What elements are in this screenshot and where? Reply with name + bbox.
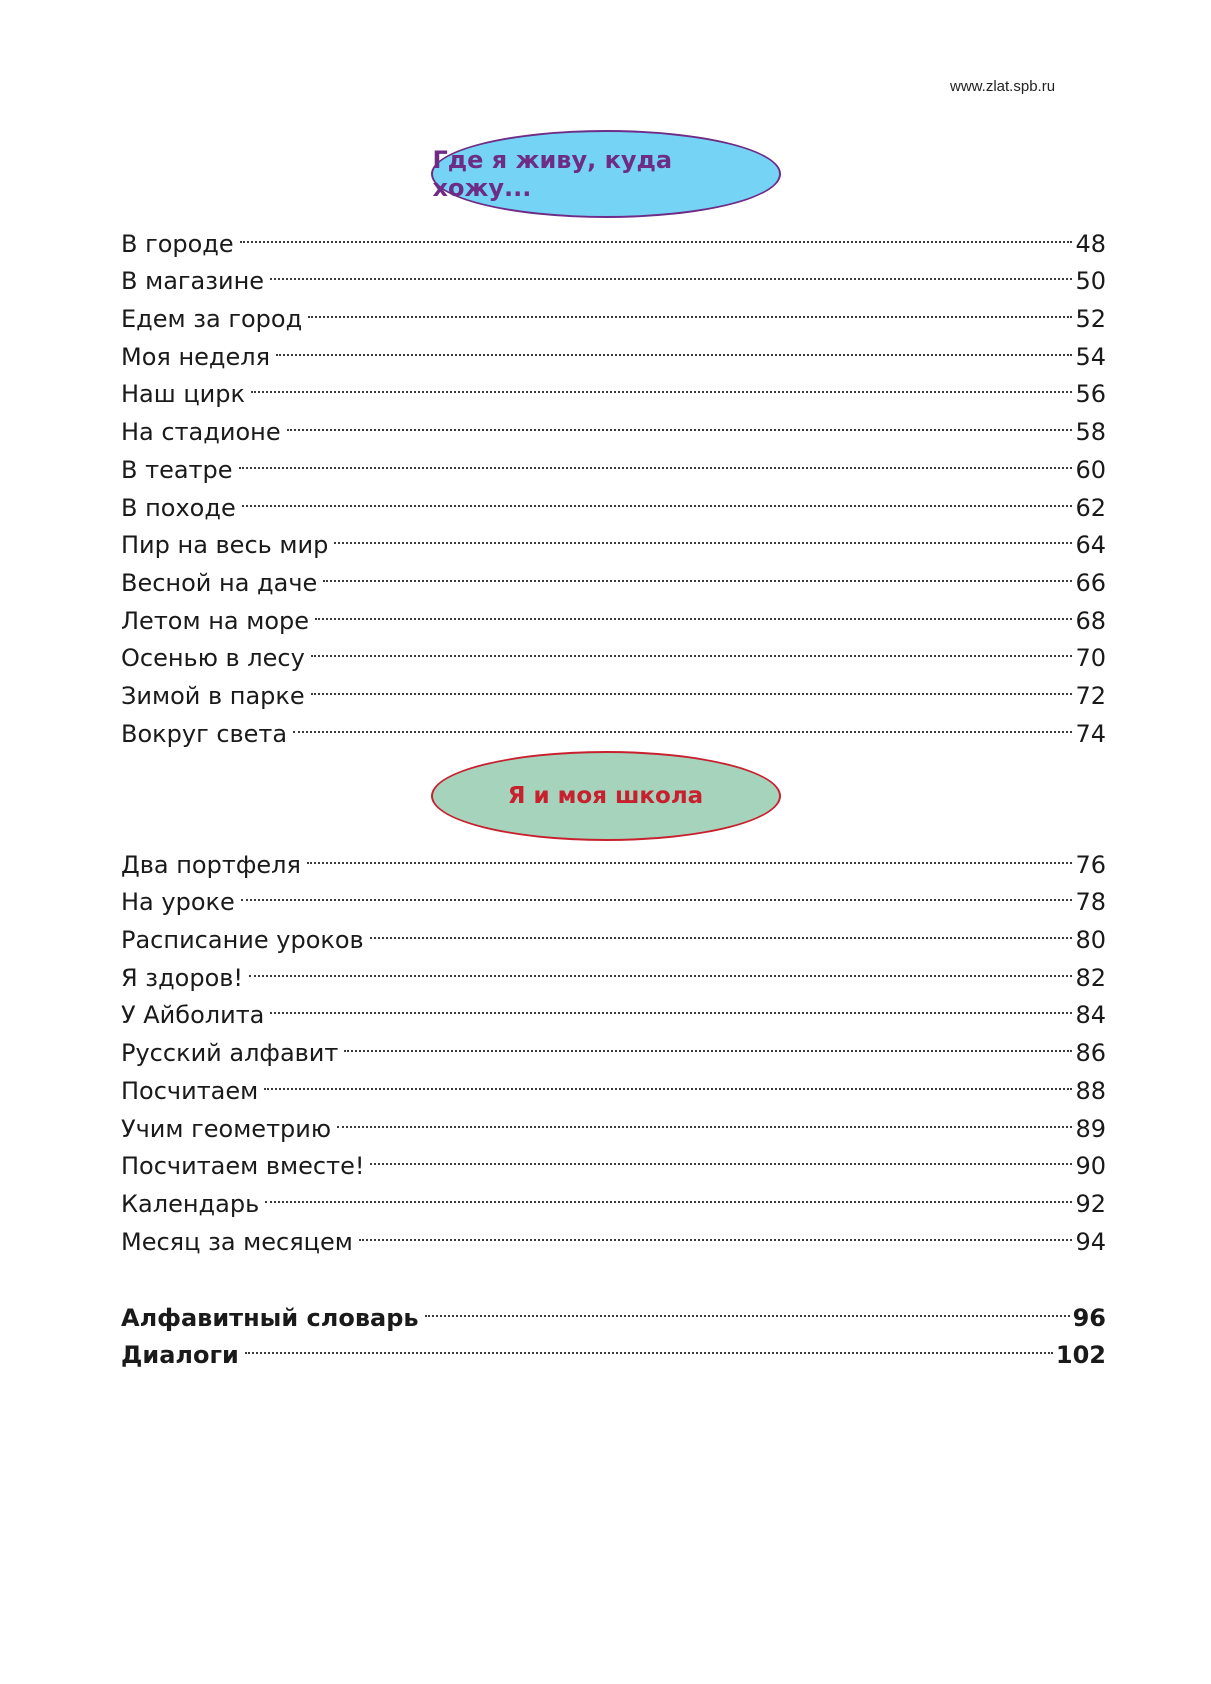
section-title-me-and-my-school (431, 751, 781, 841)
toc-entry-title: Посчитаем вместе! (121, 1152, 365, 1181)
toc-entry-title: Диалоги (121, 1341, 239, 1370)
toc-entry-page: 52 (1075, 305, 1106, 334)
toc-leader-dots (370, 1137, 1072, 1175)
toc-entry-page: 48 (1075, 229, 1106, 258)
toc-entry-title: Посчитаем (121, 1076, 259, 1105)
toc-leader-dots (239, 440, 1073, 478)
toc-leader-dots (241, 873, 1073, 911)
toc-leader-dots (287, 402, 1073, 440)
toc-entry-title: Вокруг света (121, 719, 288, 748)
toc-entry[interactable] (121, 948, 1106, 992)
toc-entry-page: 76 (1075, 850, 1106, 879)
toc-entry-title: В городе (121, 229, 234, 258)
toc-entry[interactable] (121, 252, 1106, 296)
toc-entry-page: 96 (1072, 1303, 1106, 1332)
toc-entry-page: 78 (1075, 888, 1106, 917)
toc-leader-dots (425, 1288, 1070, 1326)
toc-section-2-list (121, 835, 1106, 1256)
toc-leader-dots (311, 666, 1073, 704)
toc-entry-page: 70 (1075, 644, 1106, 673)
toc-entry[interactable] (121, 910, 1106, 955)
toc-entry-dialogues[interactable] (121, 1326, 1106, 1370)
toc-entry[interactable] (121, 1212, 1106, 1256)
toc-entry-title: Летом на море (121, 606, 310, 635)
toc-entry-page: 90 (1075, 1152, 1106, 1181)
toc-leader-dots (242, 478, 1073, 516)
toc-appendix-list (121, 1288, 1106, 1370)
toc-entry-page: 50 (1075, 267, 1106, 296)
toc-entry-title: На уроке (121, 888, 235, 917)
toc-entry-page: 92 (1075, 1189, 1106, 1218)
toc-leader-dots (323, 553, 1072, 591)
toc-entry[interactable] (121, 873, 1106, 917)
toc-leader-dots (344, 1023, 1072, 1061)
toc-leader-dots (334, 516, 1072, 554)
toc-entry-title: Весной на даче (121, 568, 318, 597)
toc-leader-dots (293, 704, 1072, 742)
toc-entry-title: На стадионе (121, 418, 281, 447)
toc-entry-title: Алфавитный словарь (121, 1303, 419, 1332)
toc-entry-title: Зимой в парке (121, 681, 305, 710)
toc-entry-page: 68 (1075, 606, 1106, 635)
toc-leader-dots (370, 910, 1073, 948)
toc-entry[interactable] (121, 1099, 1106, 1143)
toc-leader-dots (359, 1212, 1073, 1250)
toc-entry-page: 74 (1075, 719, 1106, 748)
toc-leader-dots (249, 948, 1072, 986)
toc-entry-page: 62 (1075, 493, 1106, 522)
toc-entry[interactable] (121, 214, 1106, 258)
toc-leader-dots (276, 327, 1072, 365)
toc-entry[interactable] (121, 1174, 1106, 1218)
toc-entry-page: 80 (1075, 926, 1106, 955)
toc-entry-title: Наш цирк (121, 380, 246, 409)
toc-entry[interactable] (121, 1061, 1106, 1105)
toc-entry-title: Русский алфавит (121, 1039, 339, 1068)
toc-entry[interactable] (121, 440, 1106, 484)
toc-entry-page: 84 (1075, 1001, 1106, 1030)
toc-leader-dots (251, 365, 1072, 403)
toc-entry-title: Осенью в лесу (121, 644, 305, 673)
toc-entry[interactable] (121, 986, 1106, 1030)
toc-leader-dots (245, 1326, 1053, 1364)
toc-entry-title: Я здоров! (121, 963, 244, 992)
toc-leader-dots (315, 591, 1072, 629)
toc-entry-page: 86 (1075, 1039, 1106, 1068)
toc-entry-page: 64 (1075, 531, 1106, 560)
toc-entry-page: 58 (1075, 418, 1106, 447)
toc-entry-alphabetical-dictionary[interactable] (121, 1288, 1106, 1332)
toc-entry-page: 88 (1075, 1076, 1106, 1105)
toc-leader-dots (265, 1174, 1072, 1212)
toc-entry-title: Месяц за месяцем (121, 1227, 353, 1256)
toc-entry-title: У Айболита (121, 1001, 265, 1030)
toc-entry-page: 94 (1075, 1227, 1106, 1256)
toc-entry-title: Два портфеля (121, 850, 301, 879)
section-title-text: Я и моя школа (507, 783, 704, 809)
toc-entry-page: 102 (1055, 1341, 1106, 1370)
toc-entry-title: Едем за город (121, 305, 303, 334)
toc-entry-title: Учим геометрию (121, 1114, 332, 1143)
toc-leader-dots (311, 629, 1073, 667)
toc-entry-page: 89 (1075, 1114, 1106, 1143)
toc-entry[interactable] (121, 835, 1106, 879)
toc-entry-title: Расписание уроков (121, 926, 364, 955)
toc-entry[interactable] (121, 478, 1106, 522)
toc-entry-title: В походе (121, 493, 236, 522)
toc-leader-dots (270, 252, 1072, 290)
toc-entry[interactable] (121, 516, 1106, 560)
toc-entry-page: 56 (1075, 380, 1106, 409)
toc-leader-dots (308, 289, 1072, 327)
toc-leader-dots (264, 1061, 1072, 1099)
toc-entry[interactable] (121, 365, 1106, 409)
toc-entry-page: 66 (1075, 568, 1106, 597)
toc-entry-page: 54 (1075, 342, 1106, 371)
site-url[interactable]: www.zlat.spb.ru (950, 78, 1056, 95)
toc-leader-dots (337, 1099, 1072, 1137)
toc-leader-dots (307, 835, 1073, 873)
toc-entry-title: В магазине (121, 267, 265, 296)
section-title-where-i-live (431, 130, 781, 218)
toc-entry-page: 60 (1075, 455, 1106, 484)
toc-entry-title: Календарь (121, 1189, 260, 1218)
toc-entry-page: 72 (1075, 681, 1106, 710)
toc-entry[interactable] (121, 402, 1106, 447)
toc-entry-title: Моя неделя (121, 342, 271, 371)
toc-entry-title: Пир на весь мир (121, 531, 329, 560)
toc-section-1-list (121, 214, 1106, 748)
section-title-text: Где я живу, куда хожу... (432, 146, 673, 202)
toc-leader-dots (240, 214, 1073, 252)
toc-entry-title: В театре (121, 455, 233, 484)
toc-leader-dots (270, 986, 1072, 1024)
toc-entry-page: 82 (1075, 963, 1106, 992)
